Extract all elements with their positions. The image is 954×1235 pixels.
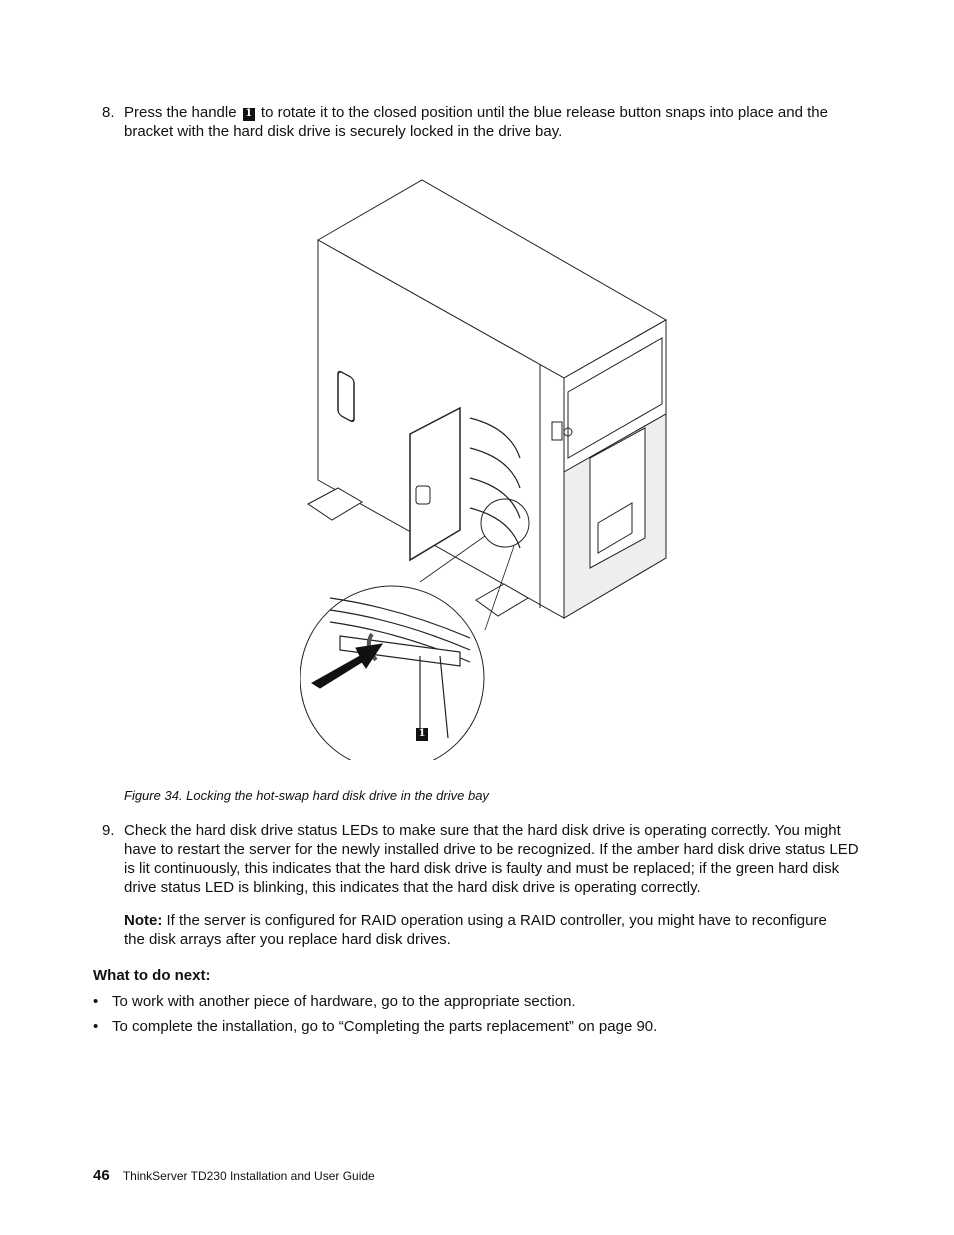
list-item: • To complete the installation, go to “Completing the parts replacement” on page 90. — [93, 1018, 658, 1035]
note-label: Note: — [124, 912, 163, 929]
step-number: 8. — [102, 104, 115, 121]
bullet-icon: • — [93, 1018, 99, 1035]
step-text: Press the handle 1 to rotate it to the closed position until the blue release button snaps into place and the bracket with the hard disk drive is securely locked in the drive bay. — [124, 104, 828, 140]
zoom-detail-circle — [300, 586, 484, 760]
callout-badge: 1 — [243, 108, 255, 121]
bullet-icon: • — [93, 993, 99, 1010]
section-heading: What to do next: — [93, 967, 211, 984]
page-number: 46 — [93, 1167, 110, 1184]
note-text: If the server is configured for RAID operation using a RAID controller, you might have to reconfigure the disk arrays after you replace hard disk drives. — [124, 912, 827, 948]
list-item: • To work with another piece of hardware, go to the appropriate section. — [93, 993, 576, 1010]
figure-callout-badge: 1 — [416, 728, 428, 741]
document-title: ThinkServer TD230 Installation and User Guide — [122, 1169, 375, 1183]
note — [124, 911, 844, 949]
step-text: Check the hard disk drive status LEDs to make sure that the hard disk drive is operating correctly. You might have to restart the server for the newly installed drive to be recognized. If the amber hard disk drive status LED is lit continuously, this indicates that the hard disk drive is faulty and must be replaced; if the green hard disk drive status LED is blinking, this indicates that the hard disk drive is operating correctly. — [124, 822, 859, 896]
step-8 — [102, 103, 862, 141]
server-illustration — [300, 178, 670, 760]
step-number: 9. — [102, 822, 115, 839]
power-button-icon — [552, 422, 562, 440]
figure-caption: Figure 34. Locking the hot-swap hard disk drive in the drive bay — [124, 788, 489, 803]
page-footer — [93, 1166, 375, 1186]
step-9 — [102, 821, 862, 897]
